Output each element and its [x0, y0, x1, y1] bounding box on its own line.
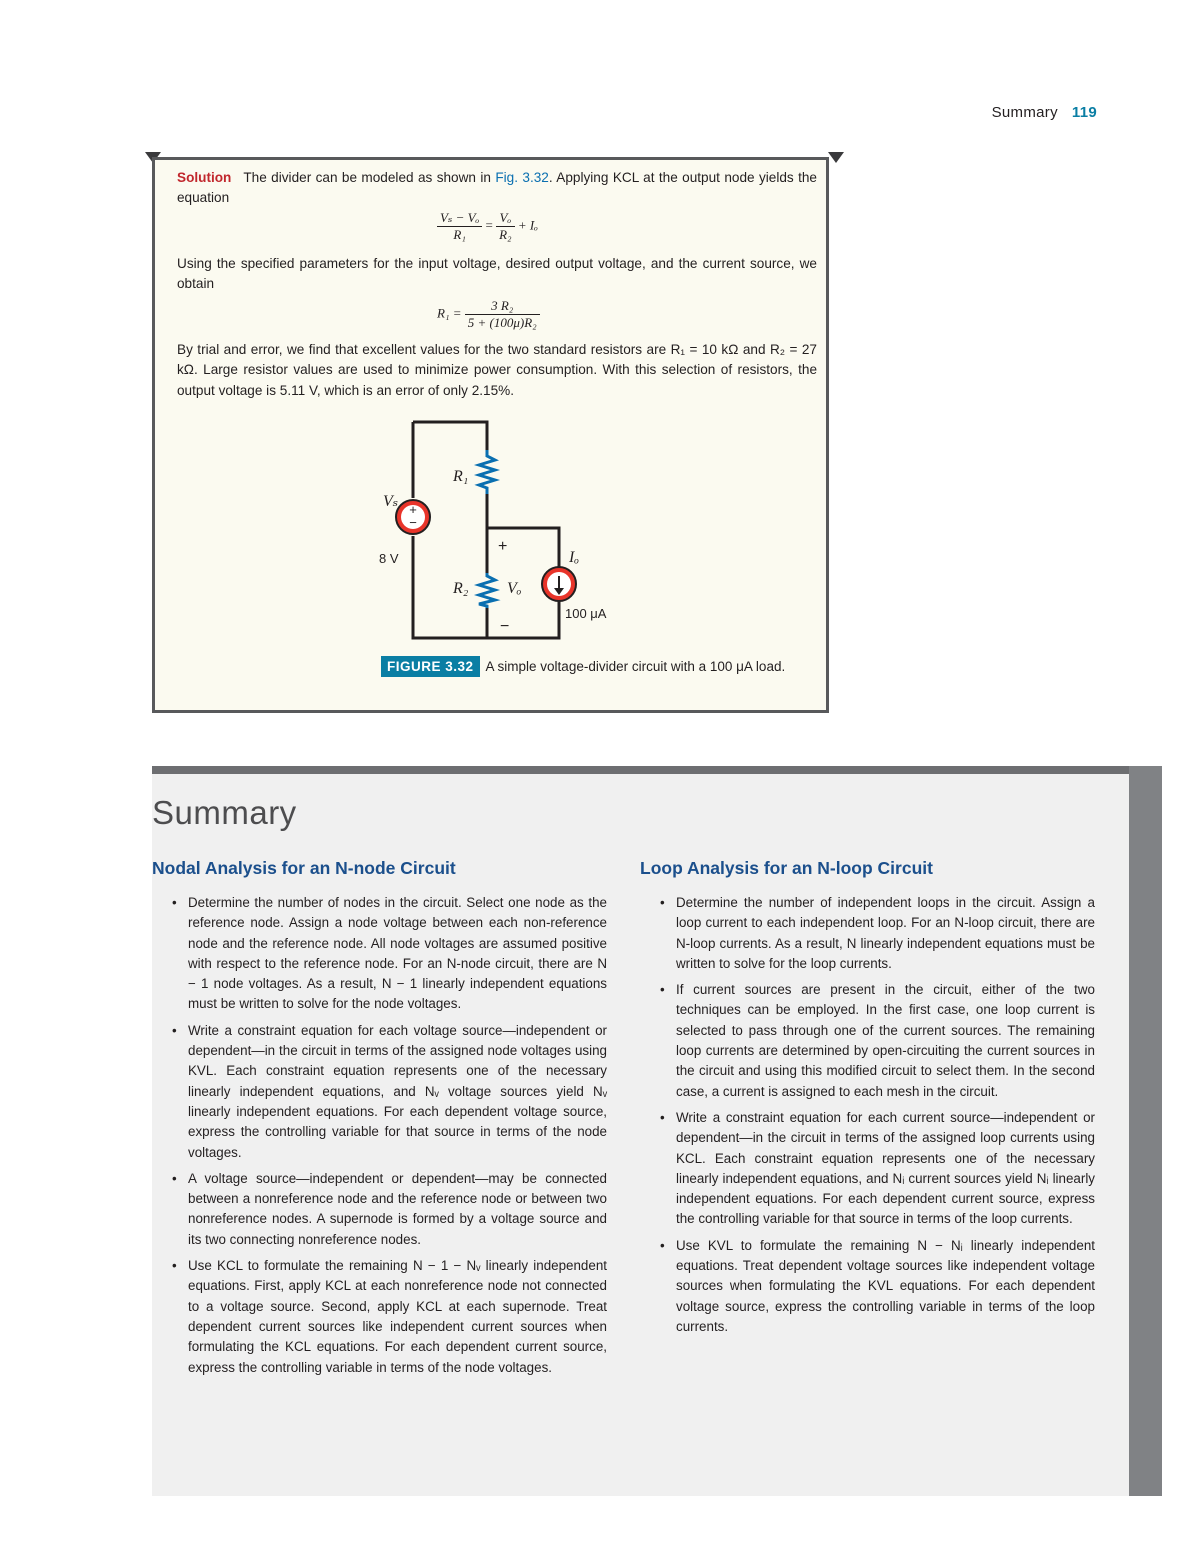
summary-loop-column: [640, 858, 1095, 1343]
label-io: Iₒ: [569, 549, 579, 566]
wire-top: [413, 422, 487, 450]
list-item: • Use KVL to formulate the remaining N − Nᵢ linearly independent equations. Treat dependent voltage sources like independent voltage sources when formulating the KVL equations. For each dependent voltage source, express the controlling variable in terms of the loop currents.: [640, 1236, 1095, 1337]
list-item: • Write a constraint equation for each current source—independent or dependent—in the circuit in terms of the assigned loop currents using KCL. Each constraint equation represents one of the necessary linearly independent equations, and Nᵢ current sources yield Nᵢ linearly independent equations. For each dependent current source, express the controlling variable for that source in terms of the loop currents.: [640, 1108, 1095, 1230]
parameters-paragraph: Using the specified parameters for the input voltage, desired output voltage, and the current source, we obtain: [177, 256, 817, 292]
equation-r1: R₁ = $\frac{\text{3 R₂}}{\text{5 + (100μ)R₂}}$: [437, 298, 540, 331]
example-box: [152, 157, 829, 713]
source-minus-sign: −: [409, 515, 417, 530]
figure-tag: FIGURE 3.32: [381, 656, 480, 677]
loop-heading: Loop Analysis for an N-loop Circuit: [640, 858, 933, 878]
list-item: • Write a constraint equation for each voltage source—independent or dependent—in the circuit in terms of the assigned node voltages using KVL. Each constraint equation represents one of the necessary linearly independent equations, and Nᵥ voltage sources yield Nᵥ linearly independent equations. For each dependent voltage source, express the controlling variable for that source in terms of the node voltages.: [152, 1021, 607, 1163]
label-r1: R₁: [453, 468, 469, 485]
running-head-section: Summary: [991, 104, 1058, 121]
equation-kcl: $\frac{\text{Vₛ − Vₒ}}{\text{R₁}}$ = $\frac{\text{Vₒ}}{\text{R₂}}$ + Iₒ: [437, 210, 538, 243]
running-head: [992, 104, 1097, 121]
page-number: 119: [1071, 104, 1097, 121]
summary-top-rule: [152, 766, 1162, 774]
label-r2: R₂: [453, 580, 469, 597]
list-item: • Determine the number of independent loops in the circuit. Assign a loop current to each independent loop. For an N-loop circuit, there are N-loop currents. As a result, N linearly independent equations must be written to solve for the loop currents.: [640, 893, 1095, 974]
list-item: • A voltage source—independent or dependent—may be connected between a nonreference node and the reference node or between two nonreference nodes. A supernode is formed by a voltage source and its two connecting nonreference nodes.: [152, 1169, 607, 1250]
figure-caption-text: A simple voltage-divider circuit with a 100 μA load.: [485, 659, 786, 674]
label-io-value: 100 μA: [565, 606, 607, 621]
nodal-list: [152, 893, 607, 1378]
figure-caption: [381, 656, 785, 677]
source-plus-sign: +: [409, 502, 417, 517]
label-vo-minus: −: [500, 618, 510, 635]
resistor-r1: [479, 450, 495, 494]
label-vs-value: 8 V: [379, 551, 399, 566]
summary-title: Summary: [152, 794, 297, 831]
summary-nodal-column: [152, 858, 607, 1384]
solution-paragraph: Solution The divider can be modeled as shown in Fig. 3.32. Applying KCL at the output node yields the equation: [177, 170, 817, 206]
figure-reference-link[interactable]: Fig. 3.32: [495, 170, 549, 185]
list-item: • Determine the number of nodes in the circuit. Select one node as the reference node. Assign a node voltage between each non-reference node and the reference node. All node voltages are assumed positive with respect to the reference node. For an N-node circuit, there are N − 1 node voltages. As a result, N − 1 linearly independent equations must be written to solve for the node voltages.: [152, 893, 607, 1015]
list-item: • Use KCL to formulate the remaining N − 1 − Nᵥ linearly independent equations. First, apply KCL at each nonreference node not connected to a voltage source. Second, apply KCL at each supernode. Treat dependent current sources like independent current sources when formulating the KCL equations. For each dependent current source, express the controlling variable in terms of the node voltages.: [152, 1256, 607, 1378]
results-paragraph: By trial and error, we find that excellent values for the two standard resistors are R₁ = 10 kΩ and R₂ = 27 kΩ. Large resistor values are used to minimize power consumption. With this selection of resistors, the output voltage is 5.11 V, which is an error of only 2.15%.: [177, 342, 817, 398]
list-item: • If current sources are present in the circuit, either of the two techniques can be employed. In the first case, one loop current is selected to pass through one of the current sources. The remaining loop currents are determined by open-circuiting the current sources in the circuit and using this modified circuit to select them. In the second case, a current is assigned to each mesh in the circuit.: [640, 980, 1095, 1102]
nodal-heading: Nodal Analysis for an N-node Circuit: [152, 858, 456, 878]
box-corner-marker-right: [828, 152, 844, 163]
label-vs: Vₛ: [383, 493, 399, 510]
resistor-r2: [479, 573, 495, 608]
label-vo-plus: +: [498, 538, 508, 555]
solution-label: Solution: [177, 170, 232, 185]
loop-list: [640, 893, 1095, 1337]
summary-side-bar: [1129, 766, 1162, 1496]
label-vo: Vₒ: [507, 580, 522, 597]
